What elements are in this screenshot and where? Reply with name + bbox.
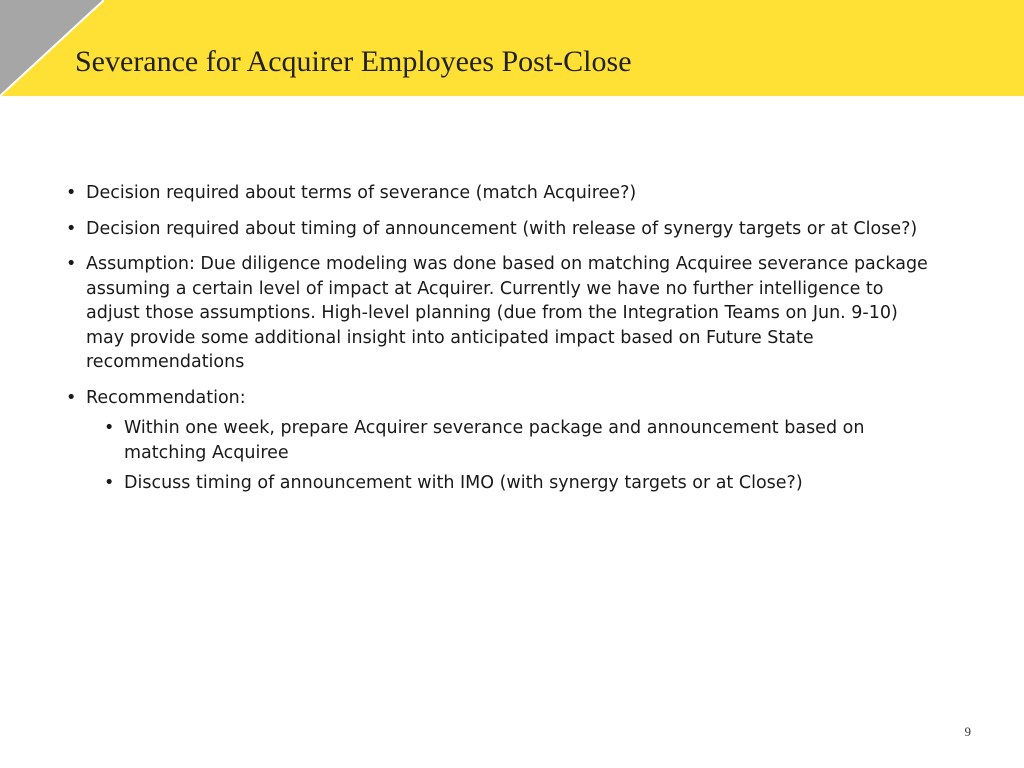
bullet-item (66, 181, 936, 206)
sub-bullet-text: Discuss timing of announcement with IMO (with synergy targets or at Close?) (124, 473, 803, 493)
bullet-list (66, 181, 936, 496)
bullet-text: Assumption: Due diligence modeling was done based on matching Acquiree severance package assuming a certain level of impact at Acquirer. Currently we have no further intelligence to adjust those assumptions. High-level planning (due from the Integration Teams on Jun. 9-10) may provide some additional insight into anticipated impact based on Future State recommendations (86, 254, 928, 372)
sub-bullet-item (104, 416, 936, 465)
bullet-item (66, 217, 936, 242)
sub-bullet-text: Within one week, prepare Acquirer severance package and announcement based on matching Acquiree (124, 418, 865, 463)
bullet-item (66, 252, 936, 375)
bullet-text: Recommendation: (86, 387, 246, 408)
bullet-item-recommendation (66, 386, 936, 496)
slide-title: Severance for Acquirer Employees Post-Close (75, 45, 632, 78)
bullet-text: Decision required about timing of announcement (with release of synergy targets or at Close?) (86, 218, 918, 239)
sub-bullet-list (104, 416, 936, 496)
bullet-text: Decision required about terms of severance (match Acquiree?) (86, 183, 637, 203)
slide-body (66, 181, 936, 507)
page-number: 9 (964, 724, 971, 739)
sub-bullet-item (104, 471, 936, 496)
